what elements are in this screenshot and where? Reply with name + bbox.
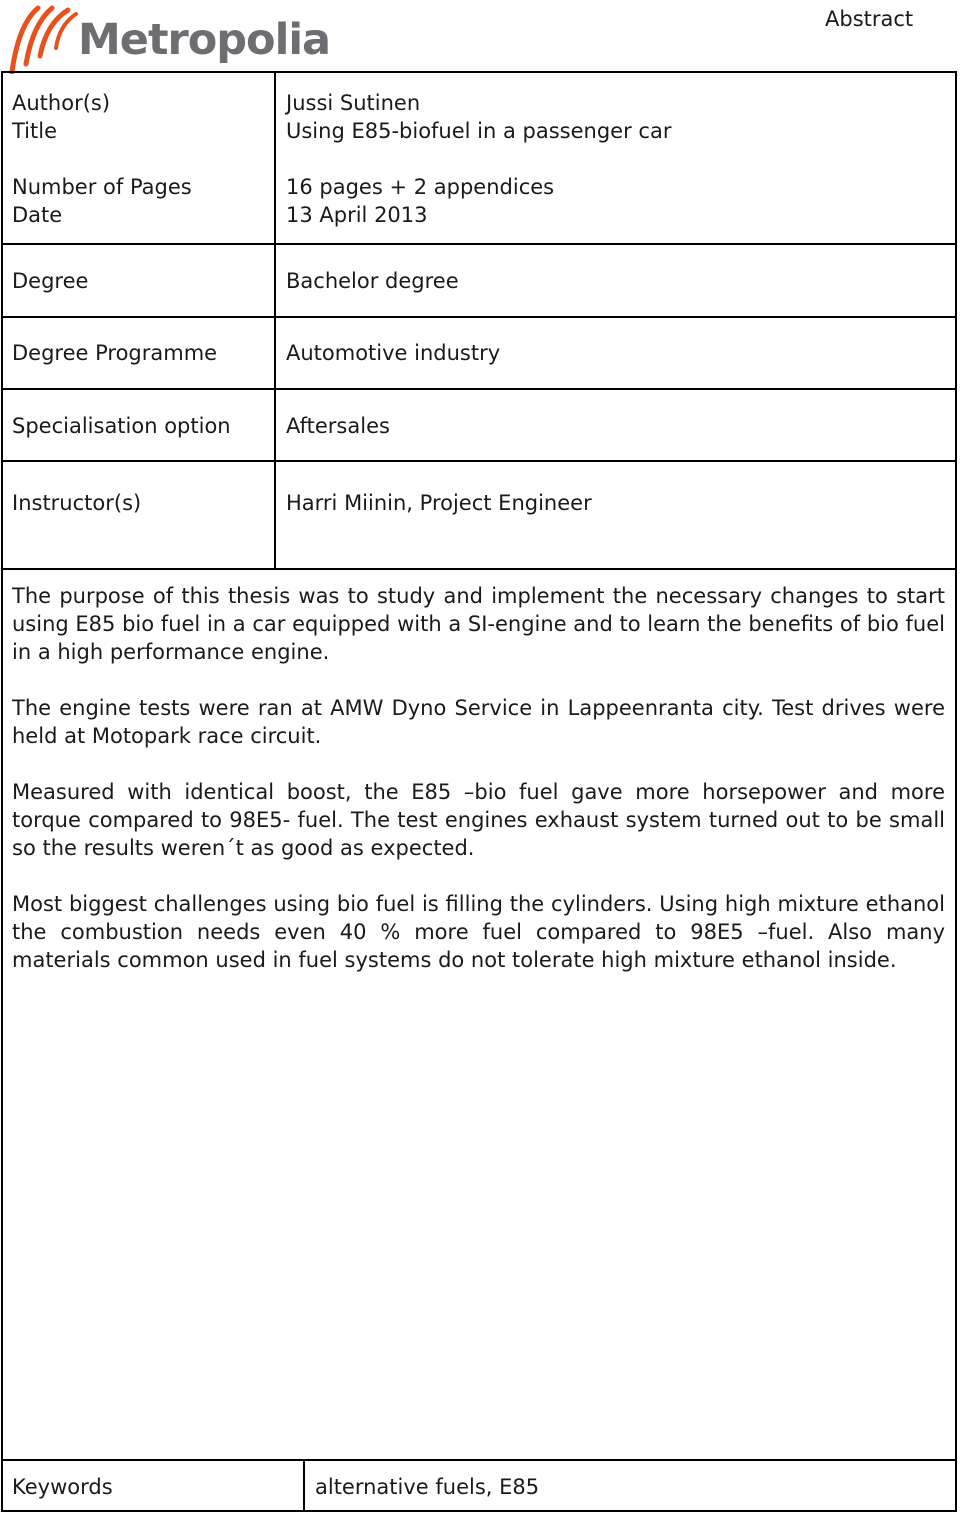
divider-line <box>1 568 957 570</box>
column-divider <box>274 72 276 569</box>
keywords-value: alternative fuels, E85 <box>315 1475 540 1499</box>
title-label: Title <box>12 119 58 143</box>
specialisation-label: Specialisation option <box>12 414 231 438</box>
abstract-paragraph: Most biggest challenges using bio fuel is filling the cylinders. Using high mixture ethanol the combustion needs even 40 % more fuel compared to 98E5 –fuel. Also many materials common used in fuel systems do not tolerate high mixture ethanol inside. <box>12 892 945 972</box>
keywords-label: Keywords <box>12 1475 113 1499</box>
abstract-body <box>12 582 945 1002</box>
divider-line <box>1 1459 957 1461</box>
degree-value: Bachelor degree <box>286 269 459 293</box>
document-type-label: Abstract <box>825 7 914 31</box>
date-label: Date <box>12 203 63 227</box>
degree-label: Degree <box>12 269 89 293</box>
metropolia-logo <box>8 2 331 74</box>
pages-value: 16 pages + 2 appendices <box>286 175 555 199</box>
instructor-value: Harri Miinin, Project Engineer <box>286 491 592 515</box>
divider-line <box>1 243 957 245</box>
instructor-label: Instructor(s) <box>12 491 142 515</box>
specialisation-value: Aftersales <box>286 414 390 438</box>
author-value: Jussi Sutinen <box>286 91 421 115</box>
divider-line <box>1 316 957 318</box>
programme-value: Automotive industry <box>286 341 501 365</box>
abstract-paragraph: The engine tests were ran at AMW Dyno Service in Lappeenranta city. Test drives were held at Motopark race circuit. <box>12 696 945 748</box>
abstract-paragraph: The purpose of this thesis was to study and implement the necessary changes to start using E85 bio fuel in a car equipped with a SI-engine and to learn the benefits of bio fuel in a high performance engine. <box>12 584 945 664</box>
divider-line <box>1 460 957 462</box>
author-label: Author(s) <box>12 91 111 115</box>
pages-label: Number of Pages <box>12 175 192 199</box>
logo-mark-icon <box>8 2 80 74</box>
divider-line <box>1 388 957 390</box>
date-value: 13 April 2013 <box>286 203 428 227</box>
abstract-paragraph: Measured with identical boost, the E85 –bio fuel gave more horsepower and more torque compared to 98E5- fuel. The test engines exhaust system turned out to be small so the results weren´t as good as expected. <box>12 780 945 860</box>
logo-wordmark: Metropolia <box>78 15 331 65</box>
column-divider <box>303 1460 305 1511</box>
title-value: Using E85-biofuel in a passenger car <box>286 119 672 143</box>
programme-label: Degree Programme <box>12 341 218 365</box>
